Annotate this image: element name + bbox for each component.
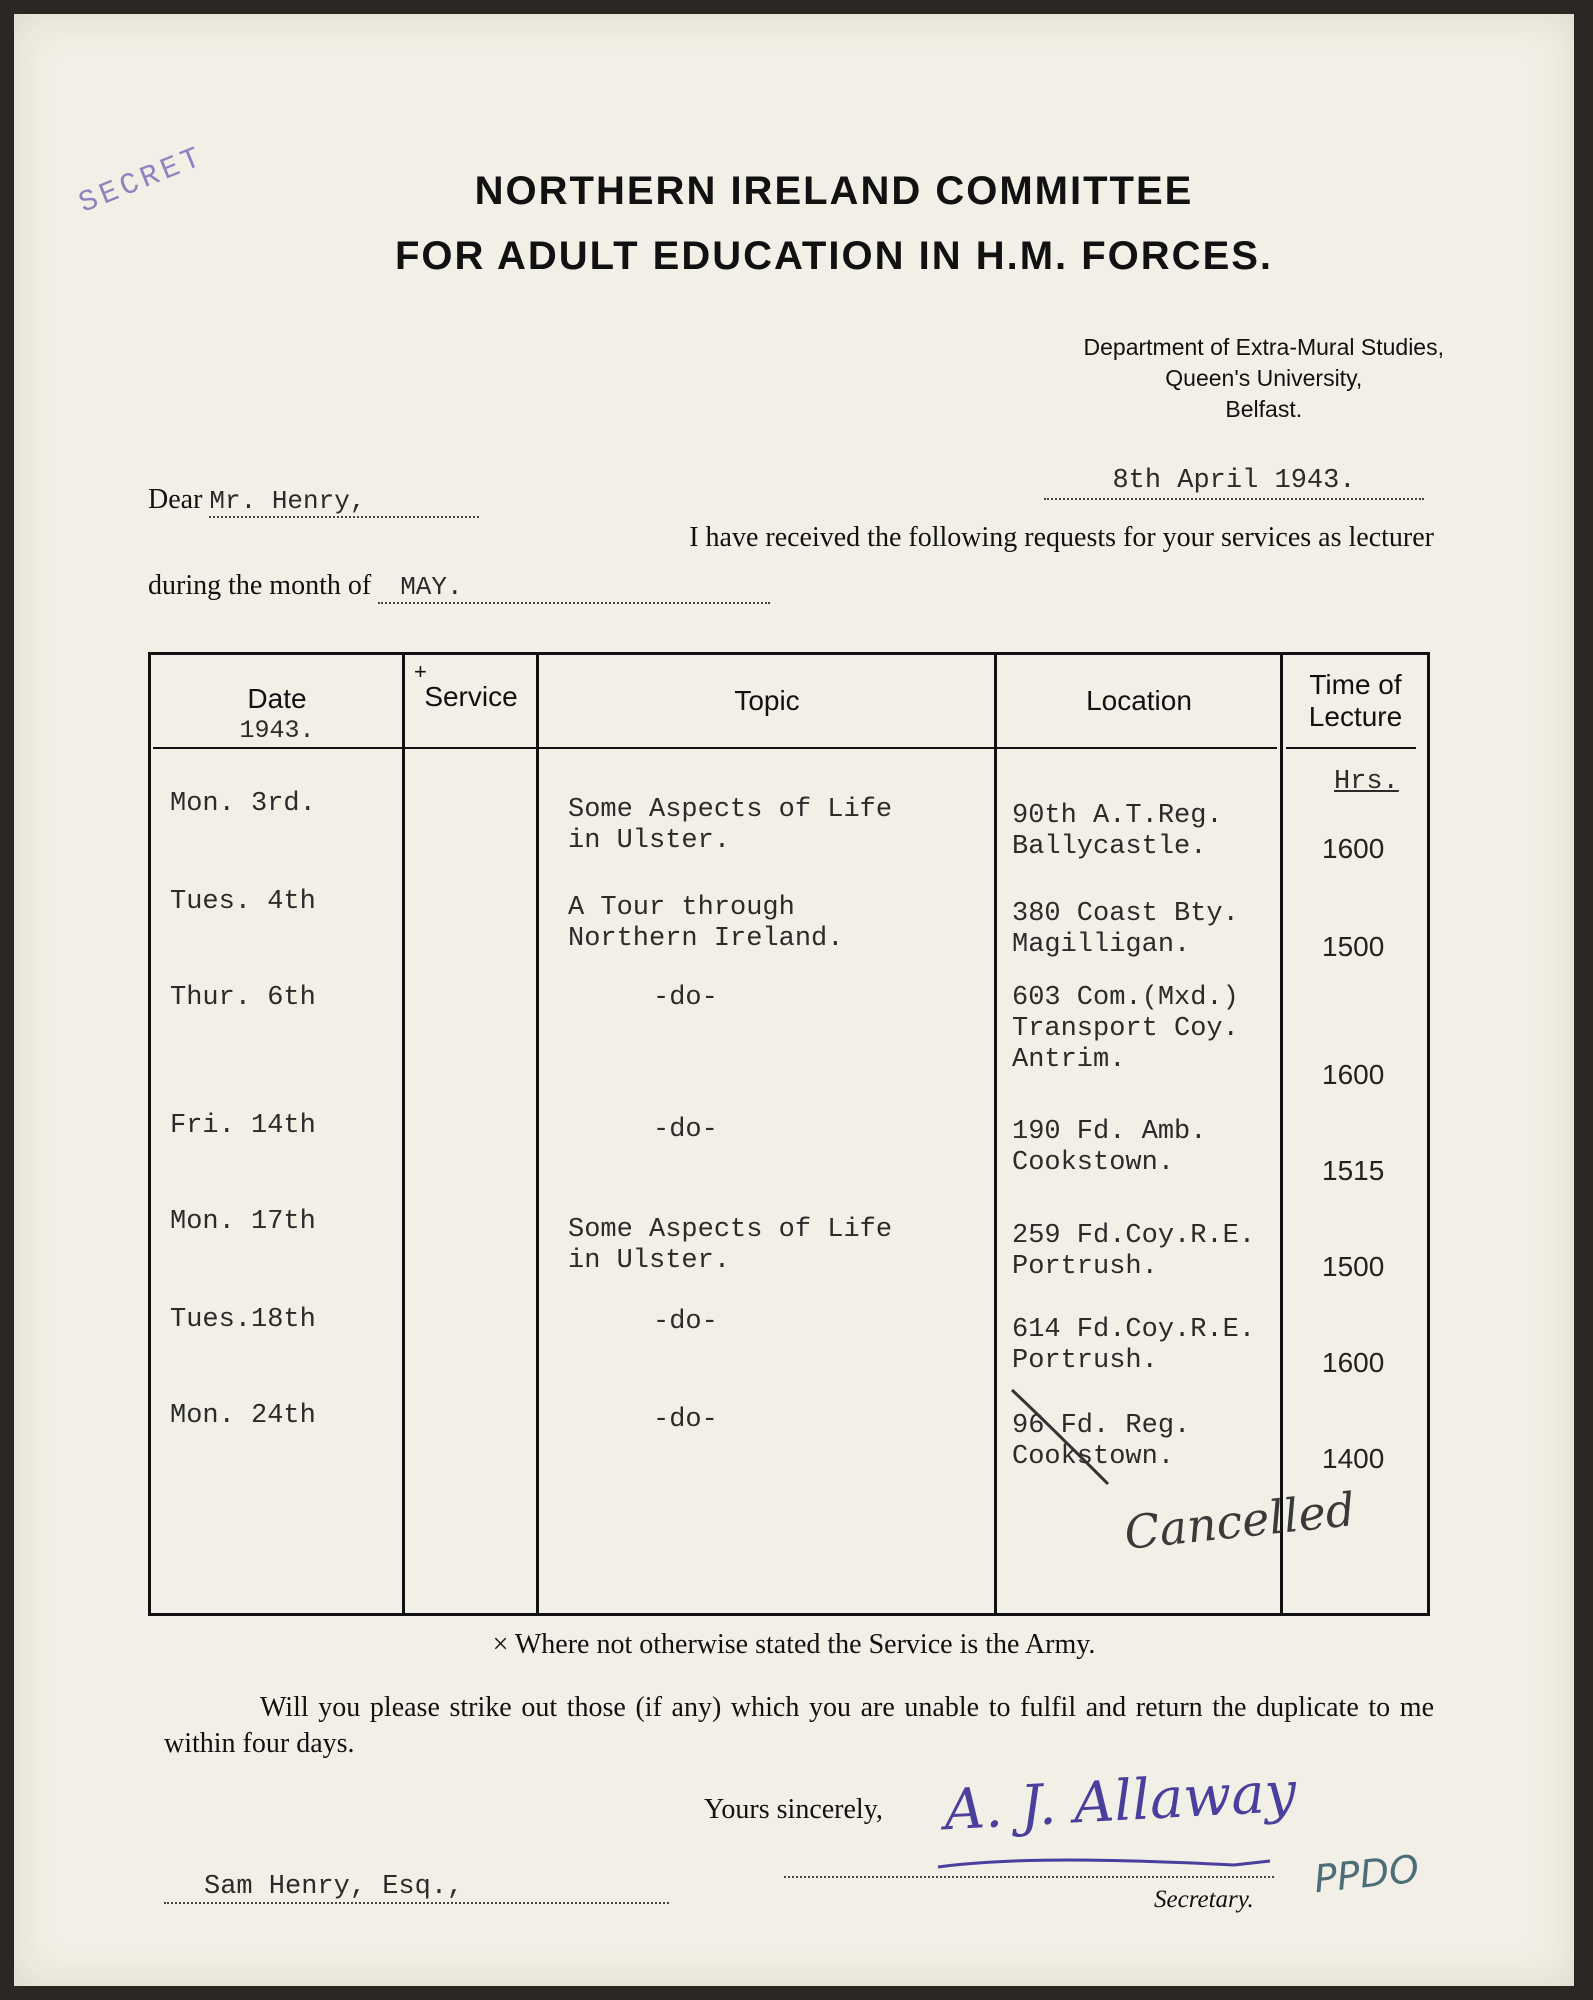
header-service-label: Service — [424, 681, 518, 712]
header-time-line1: Time of — [1309, 669, 1402, 700]
row-location: 380 Coast Bty. Magilligan. — [1012, 899, 1239, 960]
row-topic: Some Aspects of Life in Ulster. — [568, 1215, 893, 1276]
row-time: 1515 — [1322, 1155, 1385, 1186]
header-location: Location — [1086, 685, 1192, 716]
row-time: 1600 — [1322, 1059, 1385, 1090]
handwritten-initials: PPDO — [1311, 1846, 1422, 1902]
header-time-line2: Lecture — [1308, 701, 1403, 732]
intro-month: MAY. — [378, 572, 770, 604]
column-divider-topic — [994, 655, 997, 1613]
service-footnote-mark: + — [414, 659, 427, 684]
row-topic: Some Aspects of Life in Ulster. — [568, 795, 893, 856]
header-topic: Topic — [734, 685, 800, 716]
committee-title-line2: FOR ADULT EDUCATION IN H.M. FORCES. — [394, 234, 1274, 278]
column-divider-service — [536, 655, 539, 1613]
row-time: 1600 — [1322, 1347, 1385, 1378]
address-line-1: Department of Extra-Mural Studies, — [1083, 334, 1444, 360]
row-date: Mon. 17th — [170, 1207, 316, 1237]
lecture-schedule-table — [148, 652, 1430, 1616]
intro-line-1: I have received the following requests for your services as lecturer — [689, 522, 1434, 553]
hours-unit-label: Hrs. — [1334, 767, 1399, 797]
address-line-3: Belfast. — [1225, 396, 1303, 422]
table-border-right — [1427, 655, 1430, 1613]
row-location: 190 Fd. Amb. Cookstown. — [1012, 1117, 1207, 1178]
row-location: 603 Com.(Mxd.) Transport Coy. Antrim. — [1012, 983, 1239, 1075]
row-topic: A Tour through Northern Ireland. — [568, 893, 844, 954]
service-footnote: × Where not otherwise stated the Service is the Army. — [492, 1629, 1096, 1660]
row-date: Tues. 4th — [170, 887, 316, 917]
header-service — [406, 659, 536, 713]
row-topic: -do- — [653, 1405, 718, 1435]
intro-line-2 — [148, 570, 770, 604]
salutation — [148, 484, 479, 518]
row-date: Mon. 24th — [170, 1401, 316, 1431]
row-location: 259 Fd.Coy.R.E. Portrush. — [1012, 1221, 1256, 1282]
row-date: Tues.18th — [170, 1305, 316, 1335]
secret-stamp: SECRET — [74, 140, 210, 222]
intro-prefix: during the month of — [148, 570, 372, 601]
row-topic: -do- — [653, 1115, 718, 1145]
signatory-title: Secretary. — [1154, 1886, 1254, 1913]
signature-flourish — [934, 1849, 1274, 1879]
sender-address — [1084, 332, 1444, 425]
row-date: Mon. 3rd. — [170, 789, 316, 819]
row-time: 1600 — [1322, 833, 1385, 864]
table-border-left — [148, 655, 151, 1613]
letter-page — [14, 14, 1574, 1986]
column-divider-location — [1280, 655, 1283, 1613]
cancelled-handwritten-note: Cancelled — [1121, 1482, 1358, 1560]
row-topic: -do- — [653, 1307, 718, 1337]
header-rule — [153, 747, 1277, 749]
closing-phrase: Yours sincerely, — [704, 1794, 883, 1825]
header-date — [152, 683, 402, 747]
row-time: 1400 — [1322, 1443, 1385, 1474]
letter-date: 8th April 1943. — [1044, 466, 1424, 500]
row-location: 96 Fd. Reg. Cookstown. — [1012, 1411, 1191, 1472]
instructions-paragraph: Will you please strike out those (if any) which you are unable to fulfil and return the duplicate to me within four days. — [164, 1692, 1434, 1759]
address-line-2: Queen's University, — [1165, 365, 1363, 391]
row-date: Fri. 14th — [170, 1111, 316, 1141]
row-location: 614 Fd.Coy.R.E. Portrush. — [1012, 1315, 1256, 1376]
salutation-label: Dear — [148, 484, 203, 515]
strike-through-mark — [1004, 1384, 1124, 1494]
committee-title-line1: NORTHERN IRELAND COMMITTEE — [474, 169, 1194, 213]
row-date: Thur. 6th — [170, 983, 316, 1013]
addressee-name: Sam Henry, Esq., — [164, 1872, 669, 1904]
row-location: 90th A.T.Reg. Ballycastle. — [1012, 801, 1223, 862]
header-date-year: 1943. — [239, 716, 315, 745]
row-topic: -do- — [653, 983, 718, 1013]
header-date-label: Date — [247, 683, 307, 714]
row-time: 1500 — [1322, 1251, 1385, 1282]
column-divider-date — [402, 655, 405, 1613]
header-rule-time — [1286, 747, 1416, 749]
row-time: 1500 — [1322, 931, 1385, 962]
salutation-name: Mr. Henry, — [209, 486, 479, 518]
signature-line — [784, 1876, 1274, 1878]
header-time — [1284, 669, 1427, 733]
secretary-signature: A. J. Allaway — [942, 1759, 1298, 1844]
